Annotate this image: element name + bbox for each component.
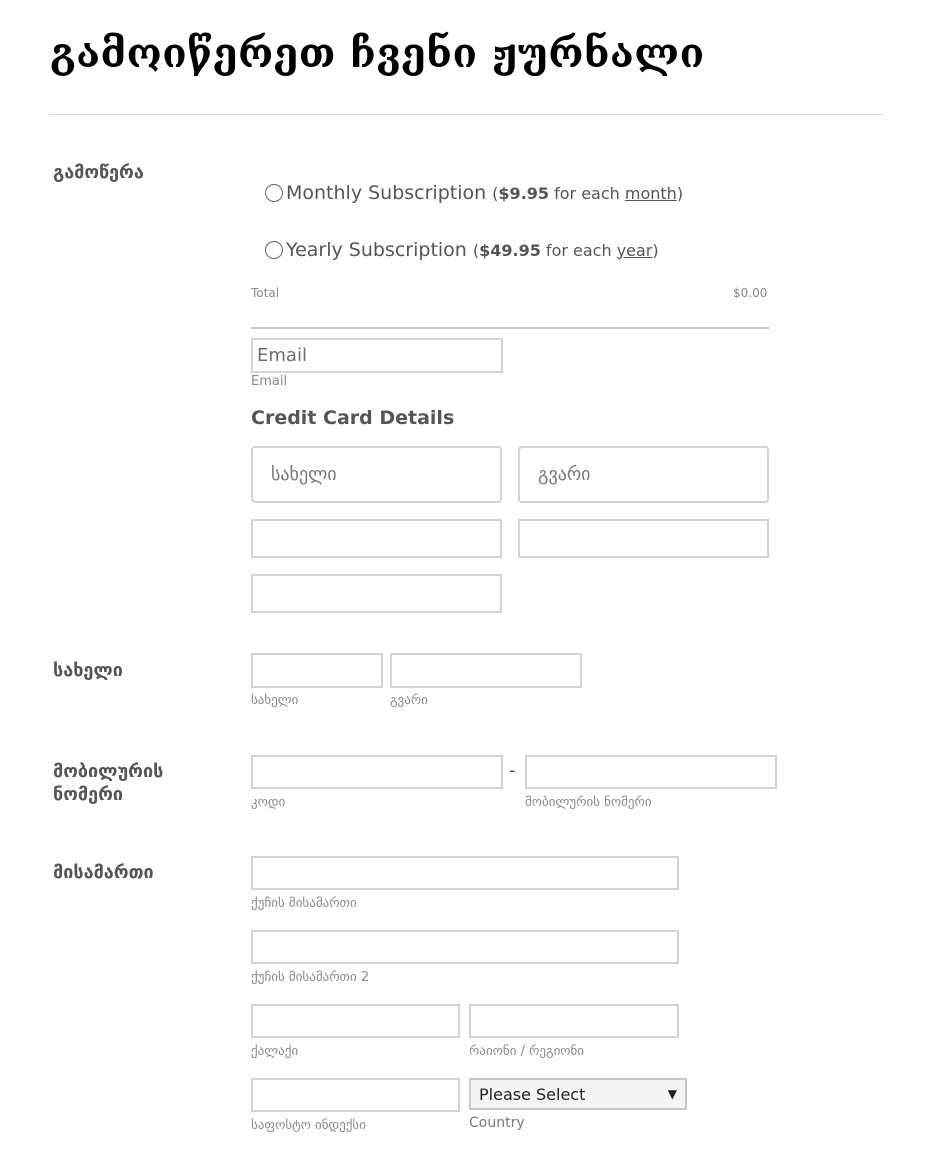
- credit-card-title: Credit Card Details: [251, 407, 455, 429]
- first-name-sublabel: სახელი: [251, 693, 299, 708]
- subscription-label: გამოწერა: [53, 162, 144, 183]
- cc-first-name-input[interactable]: სახელი: [251, 446, 502, 503]
- country-select[interactable]: [469, 1078, 687, 1110]
- yearly-radio[interactable]: [265, 241, 283, 259]
- total-label: Total: [251, 286, 280, 300]
- area-code-sublabel: კოდი: [251, 795, 286, 810]
- street-address-sublabel: ქუჩის მისამართი: [251, 896, 357, 911]
- postal-code-sublabel: საფოსტო ინდექსი: [251, 1118, 366, 1133]
- first-name-input[interactable]: [251, 653, 383, 688]
- last-name-input[interactable]: [390, 653, 582, 688]
- city-input[interactable]: [251, 1004, 460, 1038]
- city-sublabel: ქალაქი: [251, 1044, 299, 1059]
- total-value: $0.00: [733, 286, 768, 300]
- page-title: გამოიწერეთ ჩვენი ჟურნალი: [50, 30, 705, 77]
- last-name-sublabel: გვარი: [390, 693, 428, 708]
- name-label: სახელი: [53, 660, 123, 681]
- monthly-product-detail: ($9.95 for each month): [492, 183, 684, 203]
- cc-number-input[interactable]: [251, 519, 502, 558]
- phone-number-sublabel: მობილურის ნომერი: [525, 795, 652, 810]
- mobile-label: მობილურის ნომერი: [53, 761, 164, 805]
- area-code-input[interactable]: [251, 755, 503, 789]
- yearly-product-detail: ($49.95 for each year): [472, 240, 659, 260]
- phone-separator: -: [509, 760, 516, 781]
- cc-expiry-input[interactable]: [251, 574, 502, 613]
- cc-security-code-input[interactable]: [518, 519, 769, 558]
- total-divider: [251, 327, 769, 329]
- email-input[interactable]: Email: [251, 338, 503, 373]
- address-label: მისამართი: [53, 862, 154, 883]
- chevron-down-icon: ▼: [667, 1087, 677, 1101]
- yearly-product-name: Yearly Subscription: [286, 239, 467, 261]
- street-address-input[interactable]: [251, 856, 679, 890]
- street-address-2-sublabel: ქუჩის მისამართი 2: [251, 970, 370, 985]
- monthly-radio[interactable]: [265, 184, 283, 202]
- monthly-product-name: Monthly Subscription: [286, 182, 487, 204]
- region-sublabel: რაიონი / რეგიონი: [469, 1044, 585, 1059]
- country-sublabel: Country: [469, 1115, 525, 1131]
- email-sublabel: Email: [251, 374, 288, 389]
- street-address-2-input[interactable]: [251, 930, 679, 964]
- cc-last-name-input[interactable]: გვარი: [518, 446, 769, 503]
- phone-number-input[interactable]: [525, 755, 777, 789]
- postal-code-input[interactable]: [251, 1078, 460, 1112]
- product-option-monthly[interactable]: [265, 182, 683, 204]
- title-divider: [49, 114, 882, 115]
- region-input[interactable]: [469, 1004, 679, 1038]
- country-select-value: Please Select: [479, 1084, 586, 1104]
- product-option-yearly[interactable]: [265, 239, 659, 261]
